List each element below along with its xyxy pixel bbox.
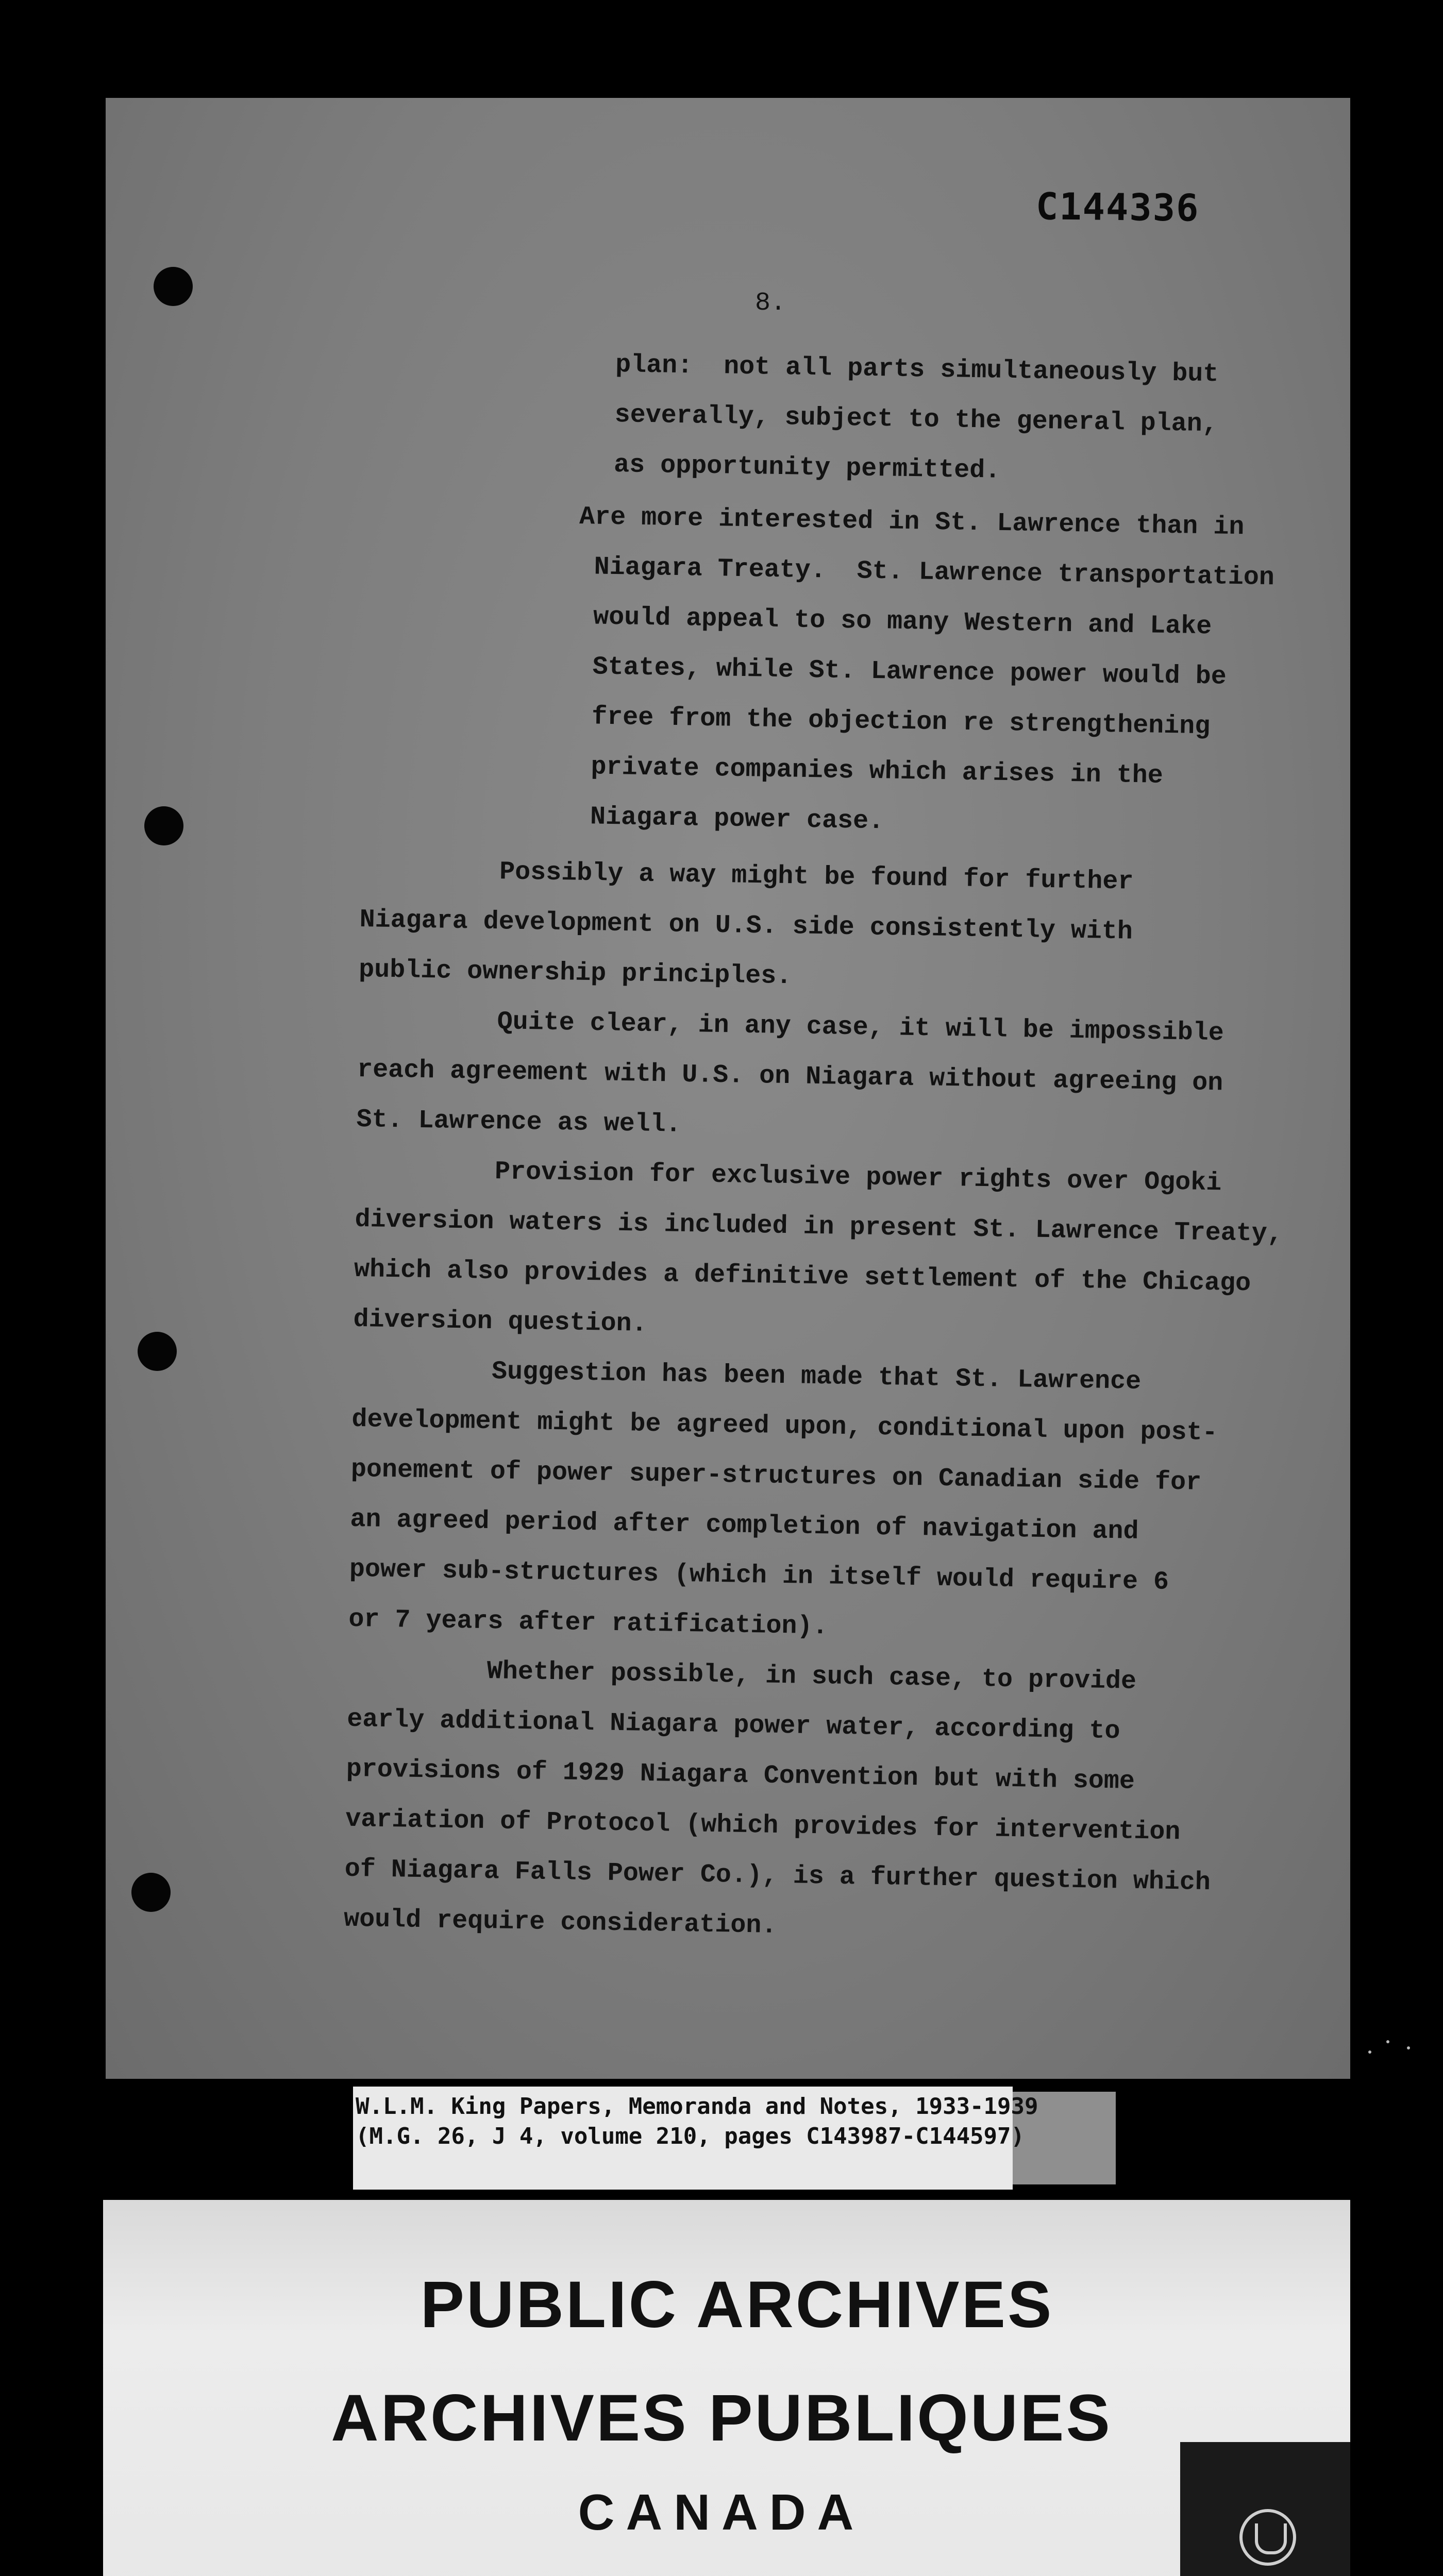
memo-line: plan: not all parts simultaneously but xyxy=(615,350,1219,389)
memo-line: would require consideration. xyxy=(343,1904,777,1941)
memo-line: or 7 years after ratification). xyxy=(348,1604,828,1642)
citation-line-1: W.L.M. King Papers, Memoranda and Notes, 1933-1939 xyxy=(356,2093,1038,2120)
memo-line: Provision for exclusive power rights over Ogoki xyxy=(355,1155,1222,1198)
memo-line: ponement of power super-structures on Canadian side for xyxy=(350,1454,1202,1498)
memo-line: Niagara power case. xyxy=(574,802,884,837)
memo-line: power sub-structures (which in itself would require 6 xyxy=(349,1554,1169,1597)
citation-label xyxy=(356,2092,1038,2151)
memo-line: public ownership principles. xyxy=(358,955,792,992)
memo-line: severally, subject to the general plan, xyxy=(614,400,1218,439)
film-speck xyxy=(1407,2046,1410,2049)
memo-block-2 xyxy=(574,492,1276,853)
page-number: 8. xyxy=(755,289,786,318)
serial-number: C144336 xyxy=(1035,184,1200,230)
archives-logo-icon xyxy=(1239,2509,1296,2566)
memo-line: Possibly a way might be found for further xyxy=(360,855,1134,897)
memo-line: Niagara Treaty. St. Lawrence transportation xyxy=(578,552,1275,593)
memo-line: as opportunity permitted. xyxy=(613,450,1001,486)
memo-line: Whether possible, in such case, to provide xyxy=(347,1654,1137,1697)
memo-line: provisions of 1929 Niagara Convention but with some xyxy=(346,1754,1135,1797)
memo-line: variation of Protocol (which provides for intervention xyxy=(345,1804,1181,1848)
film-speck xyxy=(1386,2040,1389,2043)
memo-line: private companies which arises in the xyxy=(575,752,1164,791)
memo-line: Suggestion has been made that St. Lawrence xyxy=(352,1354,1142,1397)
memo-line: Niagara development on U.S. side consistently with xyxy=(359,905,1133,947)
memo-line: diversion question. xyxy=(353,1304,647,1339)
memo-line: development might be agreed upon, conditional upon post- xyxy=(351,1404,1218,1448)
archives-title-french: ARCHIVES PUBLIQUES xyxy=(331,2381,1112,2455)
memo-line: of Niagara Falls Power Co.), is a further question which xyxy=(344,1854,1211,1898)
archives-country: CANADA xyxy=(578,2484,865,2540)
memo-line: which also provides a definitive settlement of the Chicago xyxy=(354,1255,1251,1299)
punch-hole-2 xyxy=(144,806,183,845)
memo-block-1 xyxy=(613,340,1219,499)
memo-line: St. Lawrence as well. xyxy=(356,1105,682,1140)
memo-line: States, while St. Lawrence power would be xyxy=(577,652,1227,692)
memo-line: free from the objection re strengthening xyxy=(576,702,1211,742)
memo-line: Quite clear, in any case, it will be impossible xyxy=(358,1005,1224,1048)
punch-hole-1 xyxy=(154,267,193,306)
memo-line: would appeal to so many Western and Lake xyxy=(577,602,1212,642)
film-speck xyxy=(1368,2050,1371,2054)
memo-line: early additional Niagara power water, according to xyxy=(346,1704,1120,1747)
archives-title-english: PUBLIC ARCHIVES xyxy=(420,2268,1054,2342)
memo-line: diversion waters is included in present St. Lawrence Treaty, xyxy=(355,1205,1283,1249)
memo-block-3 xyxy=(343,845,1288,1959)
memo-line: an agreed period after completion of navigation and xyxy=(349,1504,1139,1547)
memo-line: reach agreement with U.S. on Niagara without agreeing on xyxy=(357,1055,1223,1098)
punch-hole-3 xyxy=(138,1332,177,1371)
memo-line: Are more interested in St. Lawrence than in xyxy=(579,502,1245,543)
citation-line-2: (M.G. 26, J 4, volume 210, pages C143987-C144597) xyxy=(356,2123,1025,2149)
punch-hole-4 xyxy=(131,1873,171,1912)
